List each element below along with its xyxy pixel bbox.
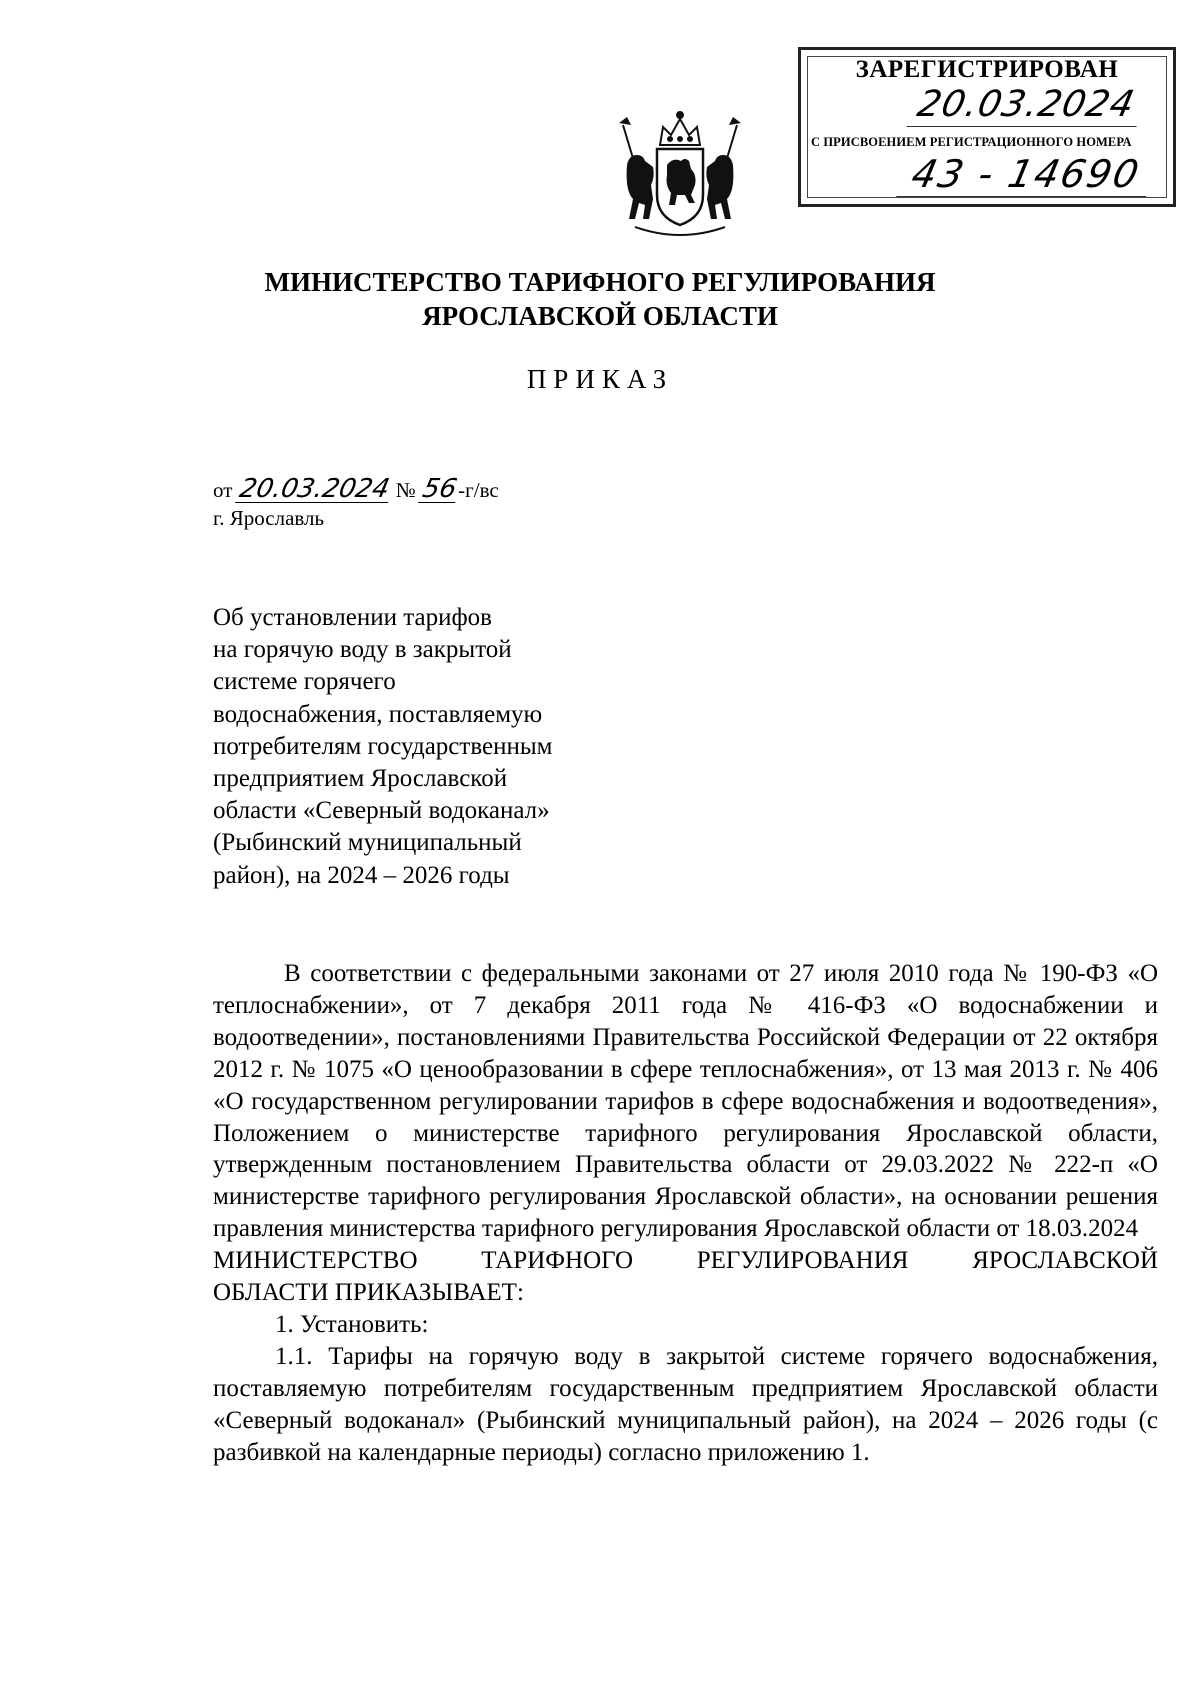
subject-line: системе горячего [213, 668, 396, 696]
subject-line: (Рыбинский муниципальный [213, 829, 522, 857]
order-body [213, 958, 1158, 1469]
stamp-caption: С ПРИСВОЕНИЕМ РЕГИСТРАЦИОННОГО НОМЕРА [811, 135, 1132, 149]
subject-line: потребителям государственным [213, 732, 553, 760]
order-date: 20.03.2024 [236, 474, 392, 504]
subject-line: Об установлении тарифов [213, 604, 492, 631]
item-1: 1. Установить: [275, 1310, 429, 1338]
subject-line: на горячую воду в закрытой [213, 636, 512, 664]
number-suffix: -г/вс [458, 478, 499, 502]
subject-line: водоснабжения, поставляемую [213, 700, 543, 728]
stamp-title: ЗАРЕГИСТРИРОВАН [855, 56, 1119, 83]
registration-stamp [798, 47, 1176, 207]
stamp-date: 20.03.2024 [906, 84, 1145, 127]
orders-line1: МИНИСТЕРСТВО ТАРИФНОГО РЕГУЛИРОВАНИЯ ЯРОСЛАВСКОЙ [213, 1247, 1158, 1275]
coat-of-arms-icon [615, 105, 745, 237]
subject-line: предприятием Ярославской [213, 765, 508, 793]
ministry-name [0, 265, 1200, 333]
document-type: ПРИКАЗ [526, 364, 674, 394]
date-number-line [213, 476, 499, 503]
preamble-paragraph: В соответствии с федеральными законами от 27 июля 2010 года № 190-ФЗ «О теплоснабжении», от 7 декабря 2011 года № 416-ФЗ «О водоснабжении и водоотведении», постановлениями Правительства Российской Федерации от 22 октября 2012 г. № 1075 «О ценообразовании в сфере теплоснабжения», от 13 мая 2013 г. № 406 «О государственном регулировании тарифов в сфере водоснабжения и водоотведения», Положением о министерстве тарифного регулирования Ярославской области, утвержденным постановлением Правительства области от 29.03.2022 № 222-п «О министерстве тарифного регулирования Ярославской области», на основании решения правления министерства тарифного регулирования Ярославской области от 18.03.2024 [213, 960, 1158, 1243]
subject-line: район), на 2024 – 2026 годы [213, 861, 510, 889]
city: г. Ярославль [213, 506, 325, 530]
orders-line2: ОБЛАСТИ ПРИКАЗЫВАЕТ: [213, 1279, 524, 1307]
stamp-registration-number: 43 - 14690 [896, 152, 1156, 197]
order-number: 56 [419, 474, 460, 504]
ministry-name-line2: ЯРОСЛАВСКОЙ ОБЛАСТИ [422, 301, 778, 331]
number-prefix: № [395, 478, 416, 502]
order-subject [213, 602, 633, 892]
ministry-name-line1: МИНИСТЕРСТВО ТАРИФНОГО РЕГУЛИРОВАНИЯ [264, 267, 936, 297]
item-1-1: 1.1. Тарифы на горячую воду в закрытой системе горячего водоснабжения, поставляемую потребителям государственным предприятием Ярославской области «Северный водоканал» (Рыбинский муниципальный район), на 2024 – 2026 годы (с разбивкой на календарные периоды) согласно приложению 1. [213, 1342, 1158, 1466]
subject-line: области «Северный водоканал» [213, 797, 550, 825]
date-prefix: от [213, 478, 233, 502]
